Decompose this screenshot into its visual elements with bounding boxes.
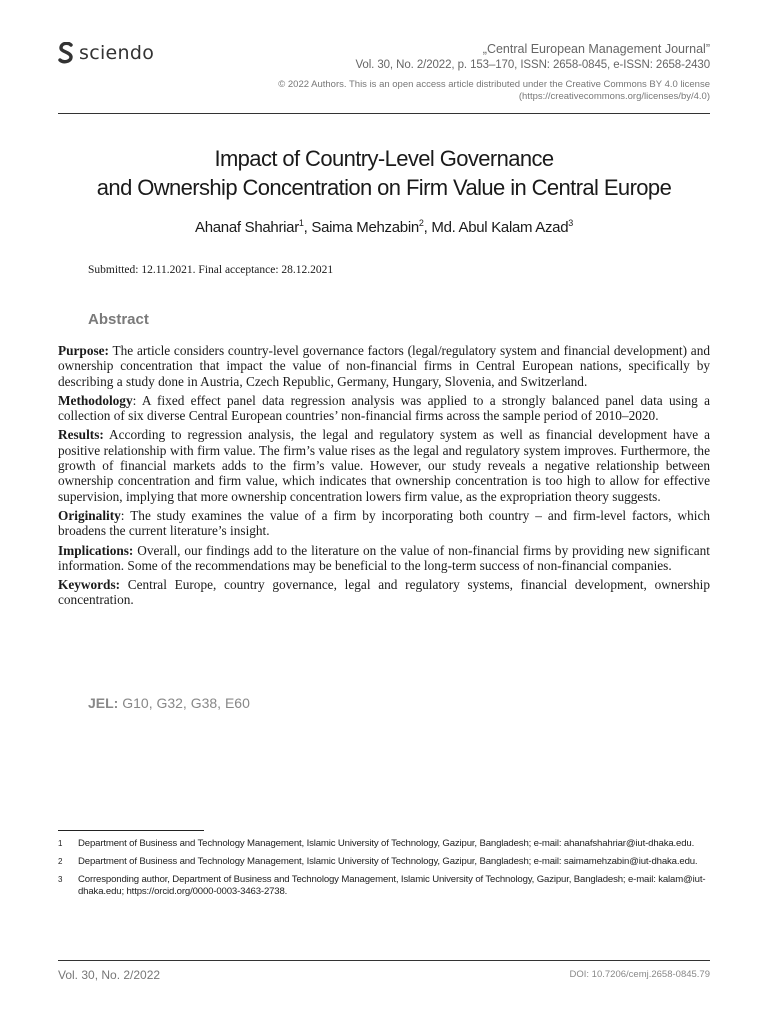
- footnote-3: [58, 874, 710, 898]
- author-mark[interactable]: 3: [568, 218, 573, 228]
- jel-values: G10, G32, G38, E60: [118, 695, 250, 711]
- abstract-keywords: [58, 577, 710, 608]
- license-line-2[interactable]: (https://creativecommons.org/licenses/by/4.0): [518, 91, 710, 102]
- jel-label: JEL:: [88, 695, 119, 711]
- sciendo-logo: [58, 42, 154, 64]
- journal-volume: Vol. 30, No. 2/2022, p. 153–170, ISSN: 2658-0845, e-ISSN: 2658-2430: [355, 59, 710, 71]
- license-notice: [278, 79, 710, 103]
- section-label: Implications:: [58, 542, 134, 558]
- jel-codes: [88, 695, 250, 711]
- footnote-number: 2: [58, 857, 63, 866]
- footnote-2: [58, 856, 710, 868]
- footnote-divider: [58, 830, 204, 831]
- author-separator: ,: [303, 219, 312, 236]
- author-name: Saima Mehzabin: [311, 219, 419, 236]
- abstract-purpose: [58, 343, 710, 389]
- author-name: Ahanaf Shahriar: [195, 219, 299, 236]
- section-label: Methodology: [58, 392, 133, 408]
- sciendo-logo-icon: [58, 42, 74, 64]
- footer-volume: Vol. 30, No. 2/2022: [58, 968, 161, 982]
- footnote-1: [58, 838, 710, 850]
- section-label: Keywords:: [58, 577, 121, 593]
- author-list: [40, 218, 728, 236]
- abstract-implications: [58, 543, 710, 574]
- section-text: According to regression analysis, the legal and regulatory system as well as financial development have a positive relationship with firm value. The firm’s value rises as the legal and regulatory system improves. Furthermore, the growth of financial markets adds to the firm’s value. However, our study reveals a negative relationship between ownership concentration and firm value, which indicates that ownership concentration is too high to allow for effective supervision, implying that more ownership concentration lowers firm value, as the expropriation theory suggests.: [58, 427, 710, 504]
- section-text: Overall, our findings add to the literature on the value of non-financial firms by providing new significant information. Some of the recommendations may be beneficial to the long-term success of non-financial companies.: [58, 542, 710, 573]
- section-label: Purpose:: [58, 343, 109, 358]
- footer-divider: [58, 960, 710, 961]
- author-mark[interactable]: 1: [298, 218, 304, 228]
- section-label: Originality: [58, 507, 121, 523]
- abstract-heading: Abstract: [88, 311, 149, 328]
- footnote-number: 3: [58, 875, 63, 884]
- author-name: Md. Abul Kalam Azad: [431, 219, 569, 236]
- submission-dates: Submitted: 12.11.2021. Final acceptance: 28.12.2021: [88, 264, 334, 276]
- section-label: Results:: [58, 427, 104, 443]
- footnote-text: Corresponding author, Department of Business and Technology Management, Islamic University of Technology, Gazipur, Bangladesh; e-mail: kalam@iut-dhaka.edu; https://orcid.org/0000-0003-3463-2738.: [78, 874, 706, 897]
- abstract-results: [58, 427, 710, 503]
- abstract-originality: [58, 508, 710, 539]
- footnote-number: 1: [58, 839, 63, 848]
- section-text: : A fixed effect panel data regression analysis was applied to a strongly balanced panel data using a collection of six diverse Central European countries’ non-financial firms across the sample period of 2010–2020.: [58, 392, 710, 424]
- journal-name: „Central European Management Journal”: [482, 42, 710, 56]
- author-mark[interactable]: 2: [418, 218, 424, 228]
- footer-doi[interactable]: DOI: 10.7206/cemj.2658-0845.79: [569, 969, 710, 980]
- section-text: : The study examines the value of a firm by incorporating both country – and firm-level factors, which broadens the current literature’s insight.: [58, 507, 710, 539]
- author-separator: ,: [423, 219, 432, 236]
- license-line-1: © 2022 Authors. This is an open access article distributed under the Creative Commons BY 4.0 license: [278, 79, 710, 90]
- journal-info: [278, 41, 710, 103]
- logo-text: sciendo: [79, 42, 155, 64]
- footnote-text: Department of Business and Technology Management, Islamic University of Technology, Gazipur, Bangladesh; e-mail: ahanafshahriar@iut-dhaka.edu.: [78, 838, 695, 849]
- title-line-2: and Ownership Concentration on Firm Value in Central Europe: [96, 175, 672, 200]
- section-text: Central Europe, country governance, legal and regulatory systems, financial development, ownership concentration.: [58, 577, 710, 608]
- header-divider: [58, 113, 710, 114]
- footnote-text: Department of Business and Technology Management, Islamic University of Technology, Gazipur, Bangladesh; e-mail: saimamehzabin@iut-dhaka.edu.: [78, 856, 698, 867]
- article-title: [40, 144, 728, 202]
- section-text: The article considers country-level governance factors (legal/regulatory system and financial development) and ownership concentration that impact the value of non-financial firms in Central European nations, specifically by describing a study done in Austria, Czech Republic, Germany, Hungary, Slovenia, and Switzerland.: [58, 343, 710, 389]
- title-line-1: Impact of Country-Level Governance: [214, 146, 554, 171]
- footnotes: [58, 838, 710, 904]
- abstract-body: [58, 343, 710, 612]
- abstract-methodology: [58, 393, 710, 424]
